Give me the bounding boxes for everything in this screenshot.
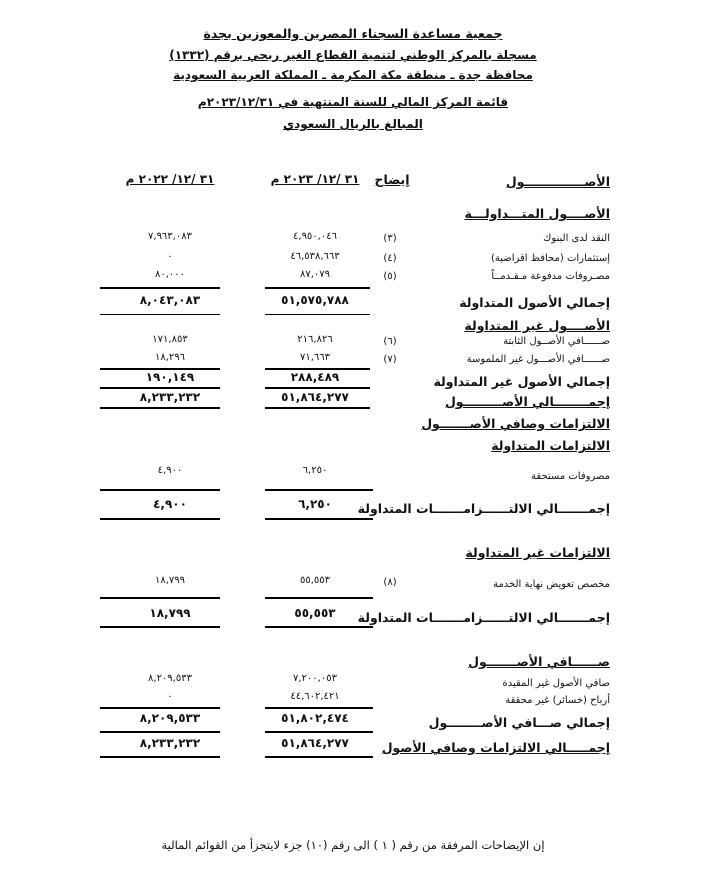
statement-title: قائمة المركز المالي للسنة المنتهية في ٢٠٢٣/١٢/٣١م (197, 95, 509, 109)
total-noncurrent-assets-2023: ٢٨٨,٤٨٩ (290, 370, 340, 384)
rule-2023 (265, 287, 370, 289)
rule-2022 (100, 518, 220, 520)
note-column-header: إيضاح (374, 172, 410, 187)
investments-2022: ٠ (167, 251, 173, 262)
end-of-service-note: (٨) (383, 577, 397, 588)
footer-note: إن الإيضاحات المرفقة من رقم ( ١ ) الى رقم (١٠) جزء لايتجزأ من القوائم المالية (161, 838, 545, 852)
cash-label: النقد لدى البنوك (543, 233, 610, 244)
grand-total-2022: ٨,٢٣٣,٢٣٢ (139, 736, 201, 750)
total-current-assets-label: إجمالي الأصول المتداولة (459, 295, 610, 310)
end-of-service-label: مخصص تعويض نهاية الخدمة (493, 579, 610, 590)
prepaid-label: مصـروفات مدفوعة مـقـدمــاً (491, 271, 610, 282)
unrestricted-net-assets-2022: ٨,٢٠٩,٥٣٣ (148, 673, 192, 684)
total-current-liabilities-label: إجمـــــــالي الالتــــــزامـــــــات المتداولة (357, 501, 610, 516)
noncurrent-liabilities-heading: الالتزامات غير المتداولة (465, 545, 610, 560)
total-current-assets-2022: ٨,٠٤٣,٠٨٣ (139, 293, 201, 307)
cash-2023: ٤,٩٥٠,٠٤٦ (293, 231, 337, 242)
rule-2022 (100, 489, 220, 491)
rule-2022 (100, 731, 220, 733)
current-liabilities-heading: الالتزامات المتداولة (491, 438, 610, 453)
total-current-liabilities-2023: ٦,٢٥٠ (298, 497, 332, 511)
net-assets-heading: صــــــافي الأصـــــــول (468, 654, 610, 669)
rule-2022 (100, 597, 220, 599)
accrued-expenses-2023: ٦,٢٥٠ (302, 465, 328, 476)
fixed-assets-note: (٦) (383, 336, 397, 347)
cash-note: (٣) (383, 233, 397, 244)
location-line: محافظة جدة ـ منطقة مكة المكرمة ـ المملكة العربية السعودية (173, 68, 533, 82)
end-of-service-2022: ١٨,٧٩٩ (154, 575, 186, 586)
fixed-assets-2023: ٢١٦,٨٢٦ (297, 334, 333, 345)
fixed-assets-label: صــــــافي الأصــول الثابتة (503, 336, 610, 347)
liabilities-net-assets-heading: الالتزامات وصافي الأصـــــــول (421, 416, 610, 431)
total-net-assets-label: إجمالي صـــافي الأصــــــــول (428, 715, 610, 730)
total-noncurrent-assets-2022: ١٩٠,١٤٩ (145, 370, 195, 384)
total-net-assets-2023: ٥١,٨٠٢,٤٧٤ (281, 711, 349, 725)
accrued-expenses-2022: ٤,٩٠٠ (157, 465, 183, 476)
rule-2023 (265, 707, 373, 709)
total-current-liabilities-2022: ٤,٩٠٠ (153, 497, 187, 511)
registration-line: مسجلة بالمركز الوطني لتنمية القطاع الغير ربحي برقم (١٣٣٢) (169, 48, 537, 62)
total-assets-label: إجمــــــــالي الأصـــــــــول (444, 394, 610, 409)
unrestricted-net-assets-label: صافي الأصول غير المقيدة (502, 678, 610, 689)
rule-2023 (265, 407, 370, 409)
assets-column-header: الأصــــــــــــــول (505, 174, 610, 189)
end-of-service-2023: ٥٥,٥٥٣ (299, 575, 331, 586)
grand-total-label: إجمـــــالي الالتزامات وصافي الأصول (381, 740, 610, 755)
rule-2023 (265, 518, 373, 520)
rule-2022 (100, 407, 220, 409)
rule-2022 (100, 387, 220, 389)
unrealized-gains-2023: ٤٤,٦٠٢,٤٢١ (290, 691, 340, 702)
total-noncurrent-liabilities-2023: ٥٥,٥٥٣ (294, 606, 336, 620)
year-2022-header: ٣١ /١٢/ ٢٠٢٢ م (125, 172, 215, 186)
unrealized-gains-label: أرباح (خسائر) غير محققة (505, 695, 610, 706)
total-assets-2023: ٥١,٨٦٤,٢٧٧ (281, 390, 349, 404)
total-noncurrent-liabilities-label: إجمـــــــالي الالتــــــزامـــــــات المتداولة (357, 610, 610, 625)
intangible-assets-2023: ٧١,٦٦٣ (299, 352, 331, 363)
fixed-assets-2022: ١٧١,٨٥٣ (152, 334, 188, 345)
total-assets-2022: ٨,٢٣٣,٢٣٢ (139, 390, 201, 404)
total-noncurrent-assets-label: إجمالي الأصول غير المتداولة (433, 374, 610, 389)
investments-2023: ٤٦,٥٣٨,٦٦٣ (290, 251, 340, 262)
rule-2022 (100, 626, 220, 628)
total-noncurrent-liabilities-2022: ١٨,٧٩٩ (149, 606, 191, 620)
cash-2022: ٧,٩٦٣,٠٨٣ (148, 231, 192, 242)
total-net-assets-2022: ٨,٢٠٩,٥٣٣ (139, 711, 201, 725)
total-current-assets-2023: ٥١,٥٧٥,٧٨٨ (281, 293, 349, 307)
rule-2023 (265, 756, 373, 758)
rule-2022 (100, 756, 220, 758)
rule-2022 (100, 707, 220, 709)
rule-2022 (100, 287, 220, 289)
noncurrent-assets-heading: الأصــــول غير المتداولة (464, 318, 610, 333)
grand-total-2023: ٥١,٨٦٤,٢٧٧ (281, 736, 349, 750)
rule-2023 (265, 597, 373, 599)
intangible-assets-note: (٧) (383, 354, 397, 365)
prepaid-2023: ٨٧,٠٧٩ (299, 269, 331, 280)
investments-label: إستثمارات (محافظ اقراضية) (490, 253, 610, 264)
prepaid-note: (٥) (383, 271, 397, 282)
currency-note: المبالغ بالريال السعودي (283, 117, 423, 131)
accrued-expenses-label: مصروفات مستحقة (531, 471, 610, 482)
rule-2023 (265, 387, 370, 389)
year-2023-header: ٣١ /١٢/ ٢٠٢٣ م (270, 172, 360, 186)
rule-2023 (265, 626, 373, 628)
intangible-assets-2022: ١٨,٢٩٦ (154, 352, 186, 363)
rule-2023 (265, 731, 373, 733)
rule-2023 (265, 314, 370, 315)
intangible-assets-label: صــــــافي الأصـــول غير الملموسة (466, 354, 610, 365)
current-assets-heading: الأصــــول المتـــداولـــة (464, 206, 610, 221)
unrestricted-net-assets-2023: ٧,٢٠٠,٠٥٣ (293, 673, 337, 684)
prepaid-2022: ٨٠,٠٠٠ (154, 269, 186, 280)
unrealized-gains-2022: ٠ (167, 691, 173, 702)
rule-2022 (100, 314, 220, 315)
organization-name: جمعية مساعدة السجناء المصرين والمعوزين بجدة (203, 26, 503, 41)
rule-2023 (265, 489, 373, 491)
investments-note: (٤) (383, 253, 397, 264)
